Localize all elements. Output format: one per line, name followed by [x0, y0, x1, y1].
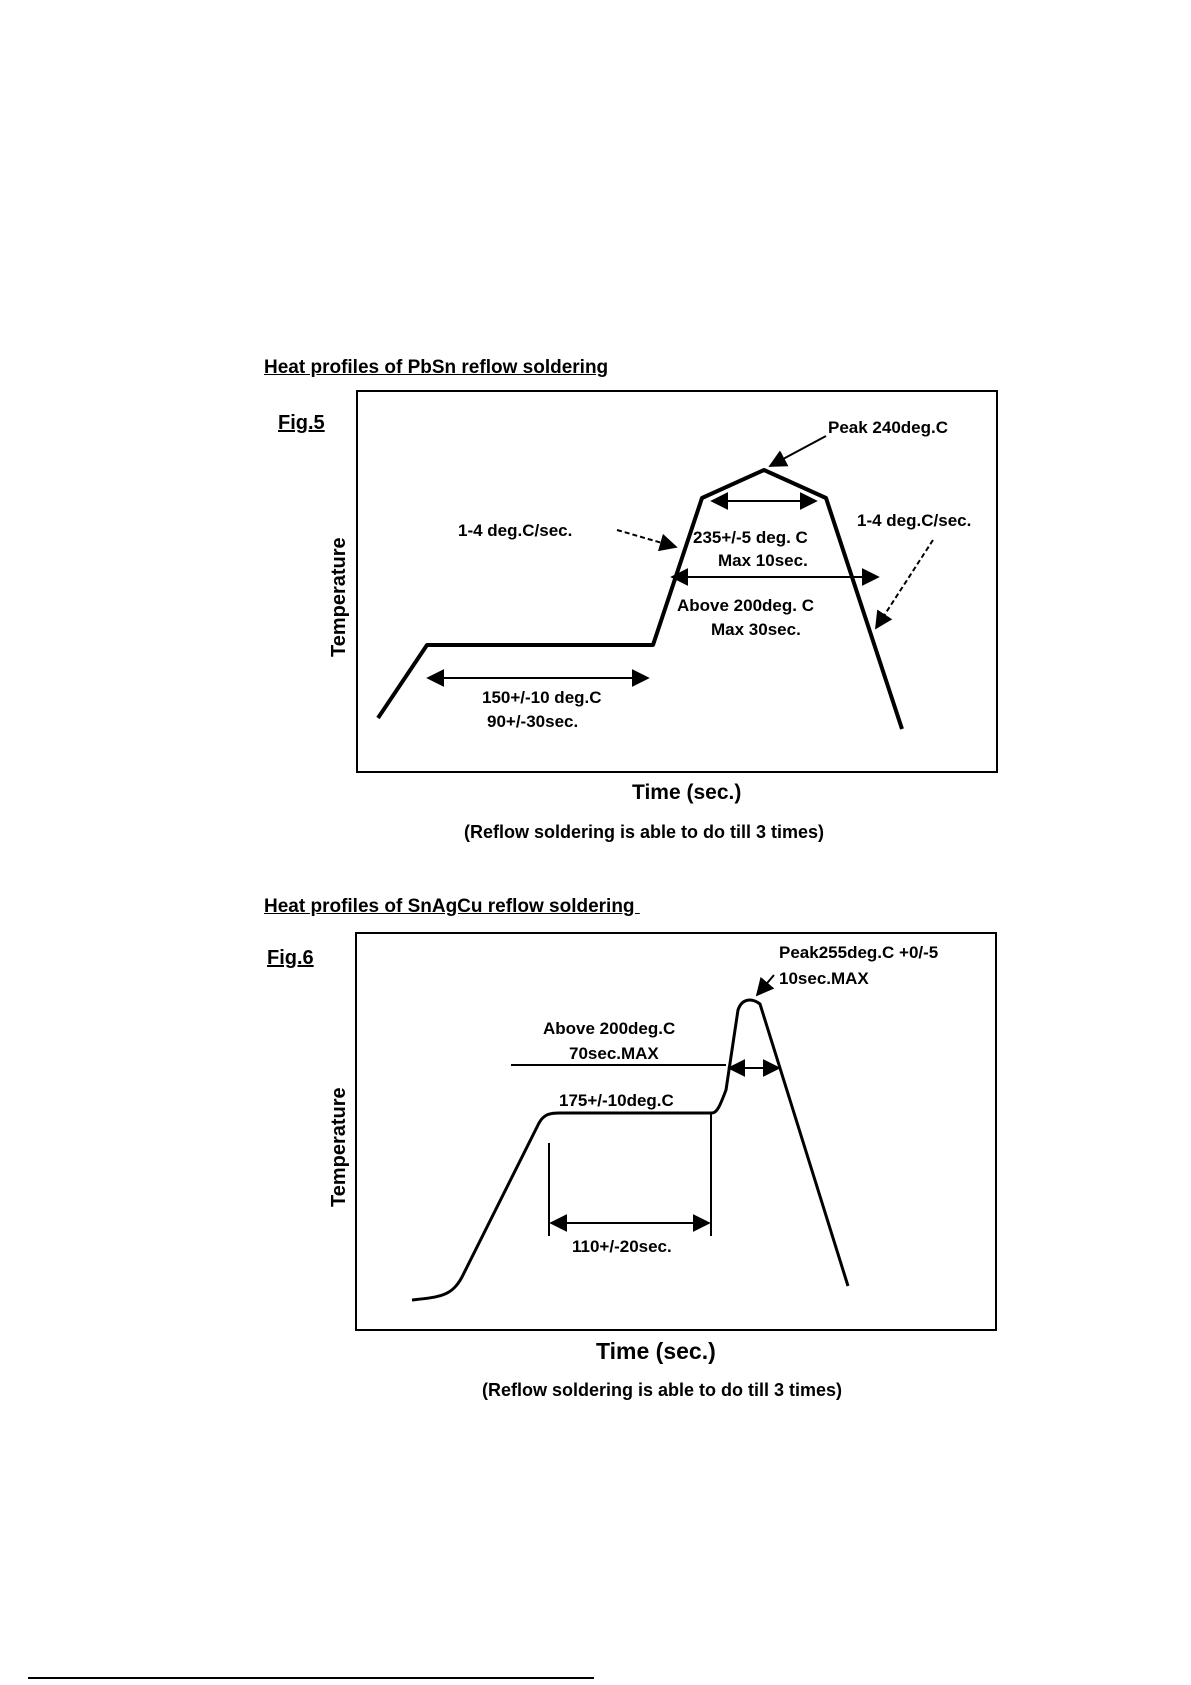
fig6-above200-time-label: 70sec.MAX: [569, 1044, 659, 1063]
fig6-soak-time-label: 110+/-20sec.: [572, 1237, 672, 1256]
fig5-max30-label: Max 30sec.: [711, 620, 801, 639]
fig6-label: Fig.6: [267, 947, 314, 969]
fig6-section-title: Heat profiles of SnAgCu reflow soldering: [264, 896, 640, 917]
fig5-max10-label: Max 10sec.: [718, 551, 808, 570]
fig5-preheat-time-label: 90+/-30sec.: [487, 712, 579, 731]
fig6-peak-leader: [757, 975, 774, 995]
fig5-note: (Reflow soldering is able to do till 3 times): [464, 822, 825, 842]
fig5-label: Fig.5: [278, 412, 325, 434]
fig5-above200-label: Above 200deg. C: [677, 596, 814, 615]
fig6-y-axis-label: Temperature: [328, 1087, 350, 1207]
fig6-x-axis-label: Time (sec.): [596, 1338, 716, 1364]
fig5-235-label: 235+/-5 deg. C: [693, 528, 808, 547]
fig6-peak-time-label: 10sec.MAX: [779, 969, 869, 988]
fig6-above200-label: Above 200deg.C: [543, 1019, 676, 1038]
fig6-peak-label: Peak255deg.C +0/-5: [779, 943, 939, 962]
fig5-cooldown-label: 1-4 deg.C/sec.: [857, 511, 972, 530]
fig5-peak-label: Peak 240deg.C: [828, 418, 949, 437]
fig5-rampup-label: 1-4 deg.C/sec.: [458, 521, 573, 540]
footer-rule: [28, 1677, 594, 1679]
fig6-soak-temp-label: 175+/-10deg.C: [559, 1091, 674, 1110]
fig5-x-axis-label: Time (sec.): [632, 781, 742, 804]
fig6-note: (Reflow soldering is able to do till 3 times): [482, 1380, 843, 1400]
fig5-preheat-temp-label: 150+/-10 deg.C: [482, 688, 602, 707]
fig5-section-title: Heat profiles of PbSn reflow soldering: [264, 357, 609, 378]
fig5-y-axis-label: Temperature: [328, 537, 350, 657]
